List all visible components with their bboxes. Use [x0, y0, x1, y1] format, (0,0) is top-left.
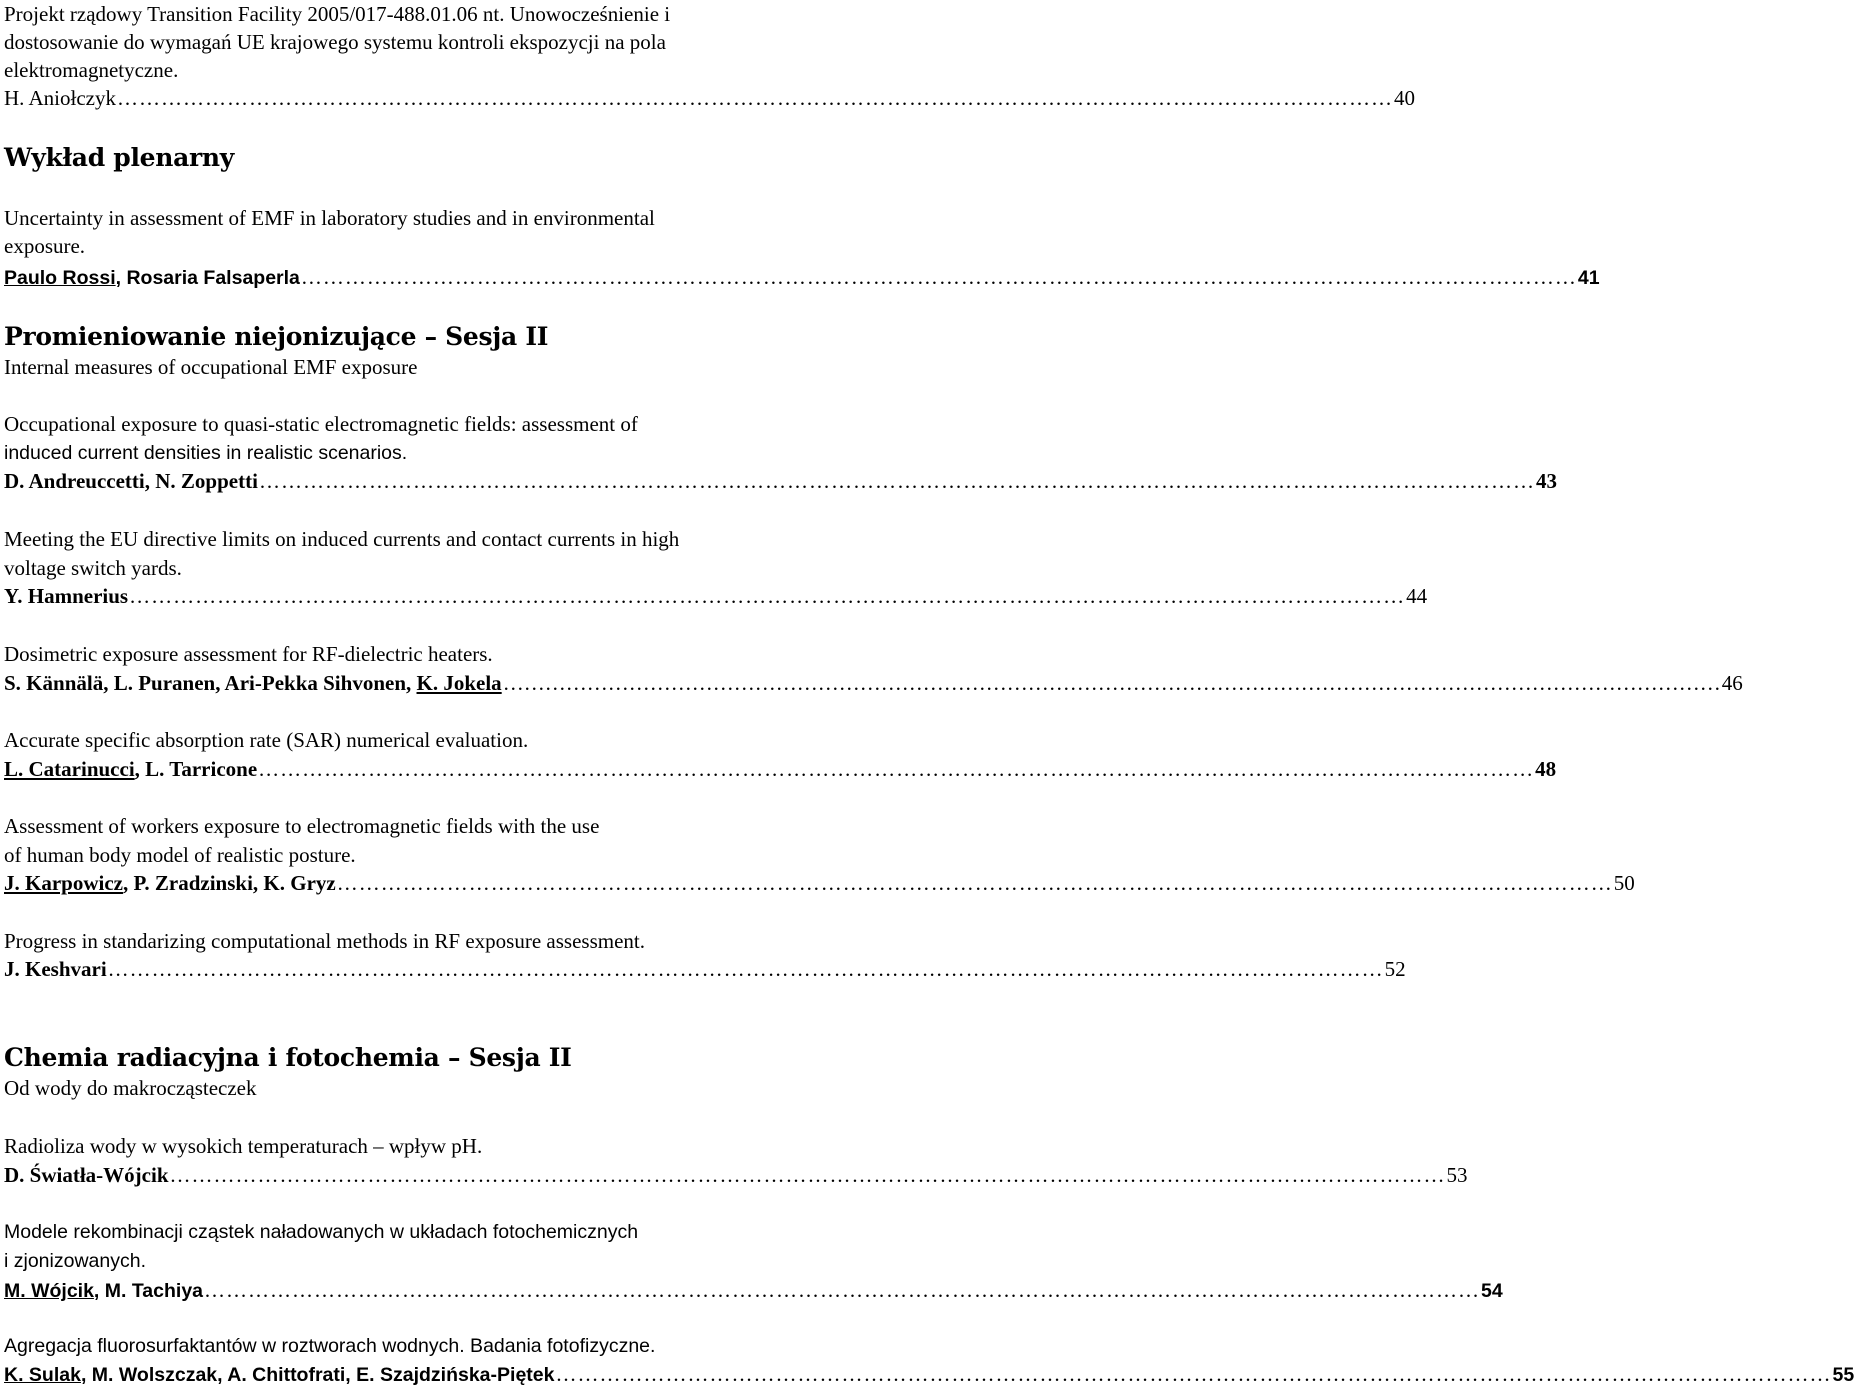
entry-title-line-1: Occupational exposure to quasi-static electromagnetic fields: assessment of	[4, 412, 638, 436]
toc-entry-catarinucci[interactable]	[4, 755, 1557, 783]
page-number: 43	[1535, 469, 1557, 493]
entry-authors: M. Wójcik, M. Tachiya	[4, 1280, 204, 1302]
entry-title-line-1: Modele rekombinacji cząstek naładowanych w układach fotochemicznych	[4, 1221, 639, 1243]
toc-entry-keshvari[interactable]	[4, 955, 1406, 983]
toc-entry-wojcik[interactable]	[4, 1276, 1503, 1304]
page-number: 46	[1721, 671, 1743, 695]
dot-leader: …………………………………………………………………………………………………………………………………………………………	[336, 871, 1613, 895]
dot-leader: …………………………………………………………………………………………………………………………………………………………	[300, 265, 1577, 289]
dot-leader: …………………………………………………………………………………………………………………………………………………………	[129, 584, 1406, 608]
page-number: 40	[1393, 86, 1415, 110]
entry-authors: J. Keshvari	[4, 957, 107, 981]
toc-entry-swiatla[interactable]	[4, 1161, 1468, 1189]
toc-entry-hamnerius[interactable]	[4, 582, 1428, 610]
project-title-line-3: elektromagnetyczne.	[4, 58, 179, 82]
entry-authors: J. Karpowicz, P. Zradzinski, K. Gryz	[4, 871, 336, 895]
entry-authors: S. Kännälä, L. Puranen, Ari-Pekka Sihvonen, K. Jokela	[4, 671, 502, 695]
dot-leader: …………………………………………………………………………………………………………………………………………………………	[258, 469, 1535, 493]
dot-leader: …………………………………………………………………………………………………………………………………………………………	[107, 957, 1384, 981]
page-number: 50	[1613, 871, 1635, 895]
entry-title-line-1: Progress in standarizing computational methods in RF exposure assessment.	[4, 929, 645, 953]
page-number: 54	[1481, 1280, 1503, 1302]
section-subheading: Internal measures of occupational EMF exposure	[4, 355, 418, 379]
section-heading-session-2: Promieniowanie niejonizujące – Sesja II	[4, 322, 549, 351]
page-number: 41	[1577, 267, 1600, 289]
page-number: 52	[1384, 957, 1406, 981]
entry-title-line-2: of human body model of realistic posture.	[4, 843, 356, 867]
entry-title-line-1: Meeting the EU directive limits on induced currents and contact currents in high	[4, 527, 680, 551]
entry-authors: H. Aniołczyk	[4, 86, 116, 110]
section-heading-plenary: Wykład plenarny	[4, 143, 235, 172]
section-heading-chemistry: Chemia radiacyjna i fotochemia – Sesja II	[4, 1043, 572, 1072]
project-title-line-2: dostosowanie do wymagań UE krajowego systemu kontroli ekspozycji na pola	[4, 30, 666, 54]
project-title-line-1: Projekt rządowy Transition Facility 2005/017-488.01.06 nt. Unowocześnienie i	[4, 2, 671, 26]
entry-title-line-2: induced current densities in realistic scenarios.	[4, 442, 408, 464]
entry-authors: D. Andreuccetti, N. Zoppetti	[4, 469, 258, 493]
page-number: 53	[1446, 1163, 1468, 1187]
page-number: 48	[1535, 757, 1557, 781]
toc-entry-karpowicz[interactable]	[4, 869, 1635, 897]
entry-title-line-1: Assessment of workers exposure to electromagnetic fields with the use	[4, 814, 600, 838]
entry-authors: Paulo Rossi, Rosaria Falsaperla	[4, 267, 300, 289]
dot-leader: …………………………………………………………………………………………………………………………………………………………	[258, 757, 1535, 781]
section-subheading: Od wody do makrocząsteczek	[4, 1076, 257, 1100]
entry-authors: K. Sulak, M. Wolszczak, A. Chittofrati, E. Szajdzińska-Piętek	[4, 1364, 555, 1386]
dot-leader: …………………………………………………………………………………………………………………………………………………………	[204, 1278, 1481, 1302]
entry-title-line-2: exposure.	[4, 234, 86, 258]
entry-title-line-1: Agregacja fluorosurfaktantów w roztworach wodnych. Badania fotofizyczne.	[4, 1335, 656, 1357]
dot-leader: …………………………………………………………………………………………………………………………………………………………	[116, 86, 1393, 110]
entry-title-line-2: i zjonizowanych.	[4, 1250, 146, 1272]
toc-entry-sulak[interactable]	[4, 1360, 1854, 1388]
page-number: 44	[1406, 584, 1428, 608]
page-number: 55	[1832, 1364, 1854, 1386]
entry-title-line-1: Uncertainty in assessment of EMF in laboratory studies and in environmental	[4, 206, 655, 230]
entry-title-line-1: Dosimetric exposure assessment for RF-dielectric heaters.	[4, 642, 493, 666]
entry-authors: Y. Hamnerius	[4, 584, 129, 608]
dot-leader: …………………………………………………………………………………………………………………………………………………………	[502, 671, 1721, 695]
entry-authors: D. Światła-Wójcik	[4, 1163, 169, 1187]
dot-leader: …………………………………………………………………………………………………………………………………………………………	[555, 1362, 1832, 1386]
entry-title-line-2: voltage switch yards.	[4, 556, 182, 580]
entry-authors: L. Catarinucci, L. Tarricone	[4, 757, 258, 781]
entry-title-line-1: Radioliza wody w wysokich temperaturach – wpływ pH.	[4, 1134, 483, 1158]
entry-title-line-1: Accurate specific absorption rate (SAR) numerical evaluation.	[4, 728, 529, 752]
dot-leader: …………………………………………………………………………………………………………………………………………………………	[169, 1163, 1446, 1187]
toc-entry-kannala[interactable]	[4, 669, 1743, 697]
toc-entry-rossi[interactable]	[4, 263, 1600, 291]
toc-entry-anioczyk[interactable]	[4, 84, 1415, 112]
toc-entry-andreuccetti[interactable]	[4, 467, 1557, 495]
